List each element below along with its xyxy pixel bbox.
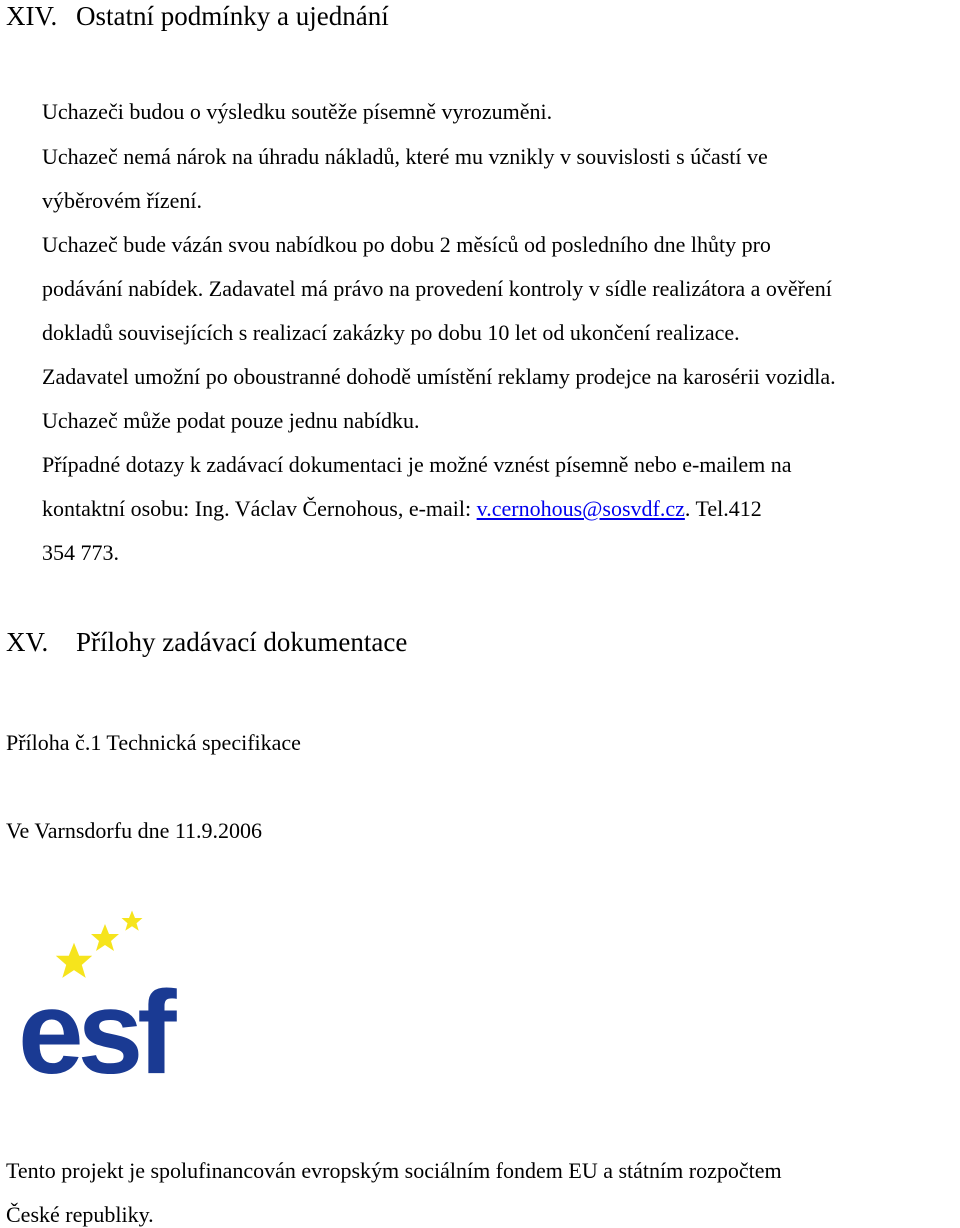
- contact-line: [42, 496, 762, 522]
- footer-line: České republiky.: [6, 1202, 154, 1227]
- paragraph-line: Případné dotazy k zadávací dokumentaci je možné vznést písemně nebo e-mailem na: [42, 452, 792, 477]
- phone-line: 354 773.: [42, 540, 119, 565]
- paragraph-line: výběrovém řízení.: [42, 188, 203, 213]
- paragraph-line: Uchazeč může podat pouze jednu nabídku.: [42, 408, 420, 433]
- section-heading-xiv: [6, 0, 389, 32]
- contact-suffix: . Tel.412: [684, 496, 762, 521]
- email-link[interactable]: v.cernohous@sosvdf.cz: [476, 496, 685, 521]
- footer-line: Tento projekt je spolufinancován evropským sociálním fondem EU a státním rozpočtem: [6, 1158, 782, 1183]
- paragraph-line: podávání nabídek. Zadavatel má právo na provedení kontroly v sídle realizátora a ověření: [42, 276, 832, 301]
- section-number: XV.: [6, 627, 49, 657]
- section-number: XIV.: [6, 1, 58, 31]
- paragraph-line: Uchazeč bude vázán svou nabídkou po dobu 2 měsíců od posledního dne lhůty pro: [42, 232, 771, 257]
- paragraph-line: Uchazeč nemá nárok na úhradu nákladů, které mu vznikly v souvislosti s účastí ve: [42, 144, 768, 169]
- contact-prefix: kontaktní osobu: Ing. Václav Černohous, e-mail:: [42, 496, 477, 521]
- paragraph-line: dokladů souvisejících s realizací zakázky po dobu 10 let od ukončení realizace.: [42, 320, 740, 345]
- date-line: Ve Varnsdorfu dne 11.9.2006: [6, 818, 263, 843]
- attachment-item: Příloha č.1 Technická specifikace: [6, 730, 301, 755]
- section-heading-xv: [6, 626, 407, 658]
- paragraph-line: Zadavatel umožní po oboustranné dohodě umístění reklamy prodejce na karosérii vozidla.: [42, 364, 836, 389]
- section-title: Ostatní podmínky a ujednání: [76, 1, 389, 31]
- paragraph-line: Uchazeči budou o výsledku soutěže písemně vyrozuměni.: [42, 99, 553, 124]
- esf-logo: [4, 893, 230, 1103]
- section-title: Přílohy zadávací dokumentace: [76, 627, 408, 657]
- logo-text: esf: [18, 967, 171, 1099]
